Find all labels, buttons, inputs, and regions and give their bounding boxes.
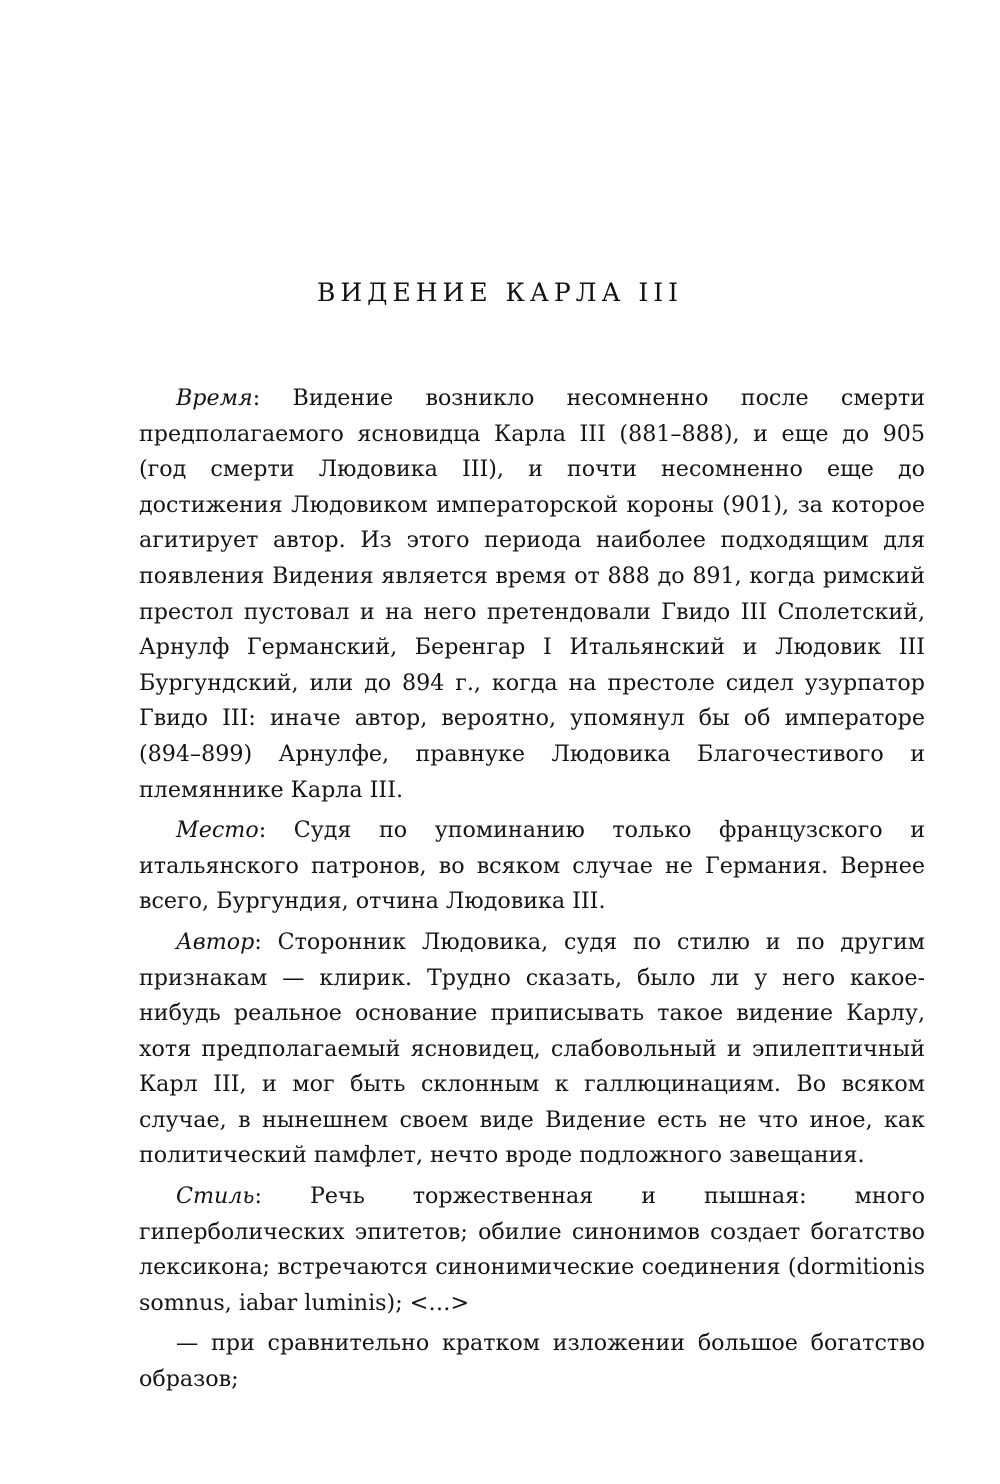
text-place: : Судя по упоминанию только французского и итальянского патронов, во всяком случае не Германия. Вернее всего, Бургундия, отчина Людовика III.	[139, 817, 925, 915]
text-time: : Видение возникло несомненно после смерти предполагаемого ясновидца Карла III (881–888), и еще до 905 (год смерти Людовика III), и почти несомненно еще до достижения Людовиком императорской короны (901), за которое агитирует автор. Из этого периода наиболее подходящим для появления Видения является время от 888 до 891, когда римский престол пустовал и на него претендовали Гвидо III Сполетский, Арнулф Германский, Беренгар I Итальянский и Людовик III Бургундский, или до 894 г., когда на престоле сидел узурпатор Гвидо III: иначе автор, вероятно, упомянул бы об императоре (894–899) Арнулфе, правнуке Людовика Благочестивого и племяннике Карла III.	[139, 385, 925, 803]
text-style: : Речь торжественная и пышная: много гиперболических эпитетов; обилие синонимов создает богатство лексикона; встречаются синонимические соединения (dormitionis somnus, iabar luminis); <…>	[139, 1183, 925, 1316]
paragraph-style	[139, 1179, 925, 1321]
paragraph-author	[139, 925, 925, 1174]
chapter-body	[139, 381, 925, 1403]
label-author: Автор	[176, 928, 255, 955]
text-author: : Сторонник Людовика, судя по стилю и по другим признакам — клирик. Трудно сказать, было ли у него какое-нибудь реальное основание приписывать такое видение Карлу, хотя предполагаемый ясновидец, слабовольный и эпилептичный Карл III, и мог быть склонным к галлюцинациям. Во всяком случае, в нынешнем своем виде Видение есть не что иное, как политический памфлет, нечто вроде подложного завещания.	[139, 928, 925, 1169]
paragraph-imagery: — при сравнительно кратком изложении большое богатство образов;	[139, 1330, 925, 1393]
chapter-title: ВИДЕНИЕ КАРЛА III	[316, 278, 684, 307]
label-style: Стиль	[176, 1183, 255, 1210]
label-time: Время	[176, 385, 253, 411]
paragraph-time	[139, 381, 925, 808]
paragraph-place	[139, 813, 925, 920]
label-place: Место	[176, 817, 259, 844]
